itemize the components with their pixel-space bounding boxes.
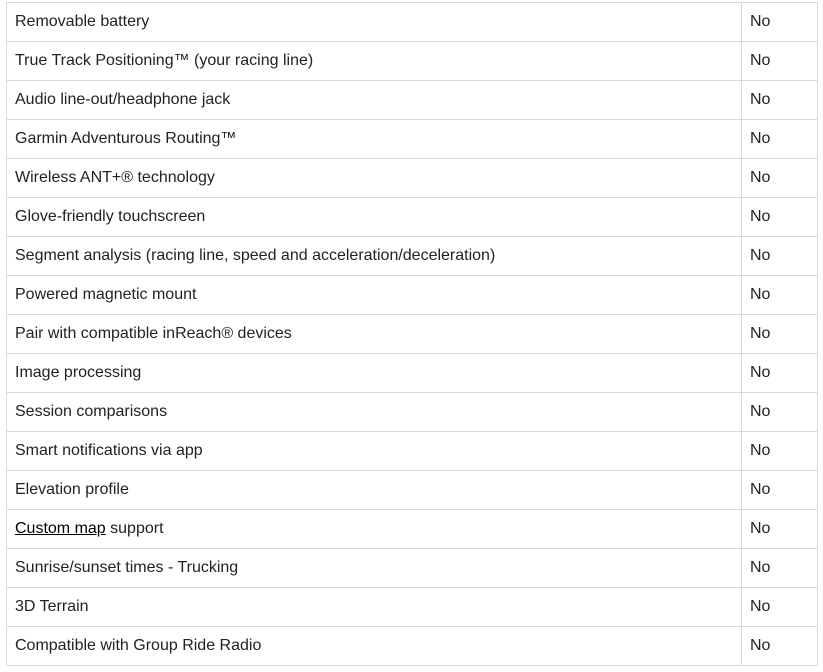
table-row [7,276,818,315]
table-row [7,393,818,432]
value-cell: No [742,510,818,549]
feature-cell: Elevation profile [7,471,742,510]
value-cell: No [742,432,818,471]
value-cell: No [742,627,818,666]
value-cell: No [742,3,818,42]
value-cell: No [742,393,818,432]
value-cell: No [742,354,818,393]
table-row [7,42,818,81]
value-cell: No [742,471,818,510]
feature-cell: Powered magnetic mount [7,276,742,315]
feature-cell: Session comparisons [7,393,742,432]
feature-cell: Removable battery [7,3,742,42]
value-cell: No [742,315,818,354]
value-cell: No [742,549,818,588]
table-row [7,198,818,237]
comparison-table-container [6,2,818,666]
value-cell: No [742,42,818,81]
feature-cell: Image processing [7,354,742,393]
value-cell: No [742,588,818,627]
feature-cell: Pair with compatible inReach® devices [7,315,742,354]
table-row [7,510,818,549]
value-cell: No [742,159,818,198]
value-cell: No [742,276,818,315]
feature-cell: Wireless ANT+® technology [7,159,742,198]
custom-map-link[interactable]: Custom map [15,520,106,537]
feature-cell: 3D Terrain [7,588,742,627]
feature-cell [7,510,742,549]
table-row [7,315,818,354]
feature-cell: Segment analysis (racing line, speed and acceleration/deceleration) [7,237,742,276]
table-row [7,354,818,393]
table-row [7,432,818,471]
value-cell: No [742,120,818,159]
feature-cell: Garmin Adventurous Routing™ [7,120,742,159]
table-row [7,471,818,510]
table-row [7,120,818,159]
table-row [7,81,818,120]
feature-cell: Compatible with Group Ride Radio [7,627,742,666]
feature-cell: Smart notifications via app [7,432,742,471]
feature-cell: Glove-friendly touchscreen [7,198,742,237]
value-cell: No [742,198,818,237]
value-cell: No [742,81,818,120]
feature-cell: True Track Positioning™ (your racing line) [7,42,742,81]
feature-cell: Sunrise/sunset times - Trucking [7,549,742,588]
table-row [7,627,818,666]
feature-cell: Audio line-out/headphone jack [7,81,742,120]
feature-suffix: support [105,520,164,537]
table-row [7,237,818,276]
feature-comparison-table [6,2,818,666]
table-row [7,159,818,198]
value-cell: No [742,237,818,276]
table-row [7,588,818,627]
table-row [7,3,818,42]
table-row [7,549,818,588]
